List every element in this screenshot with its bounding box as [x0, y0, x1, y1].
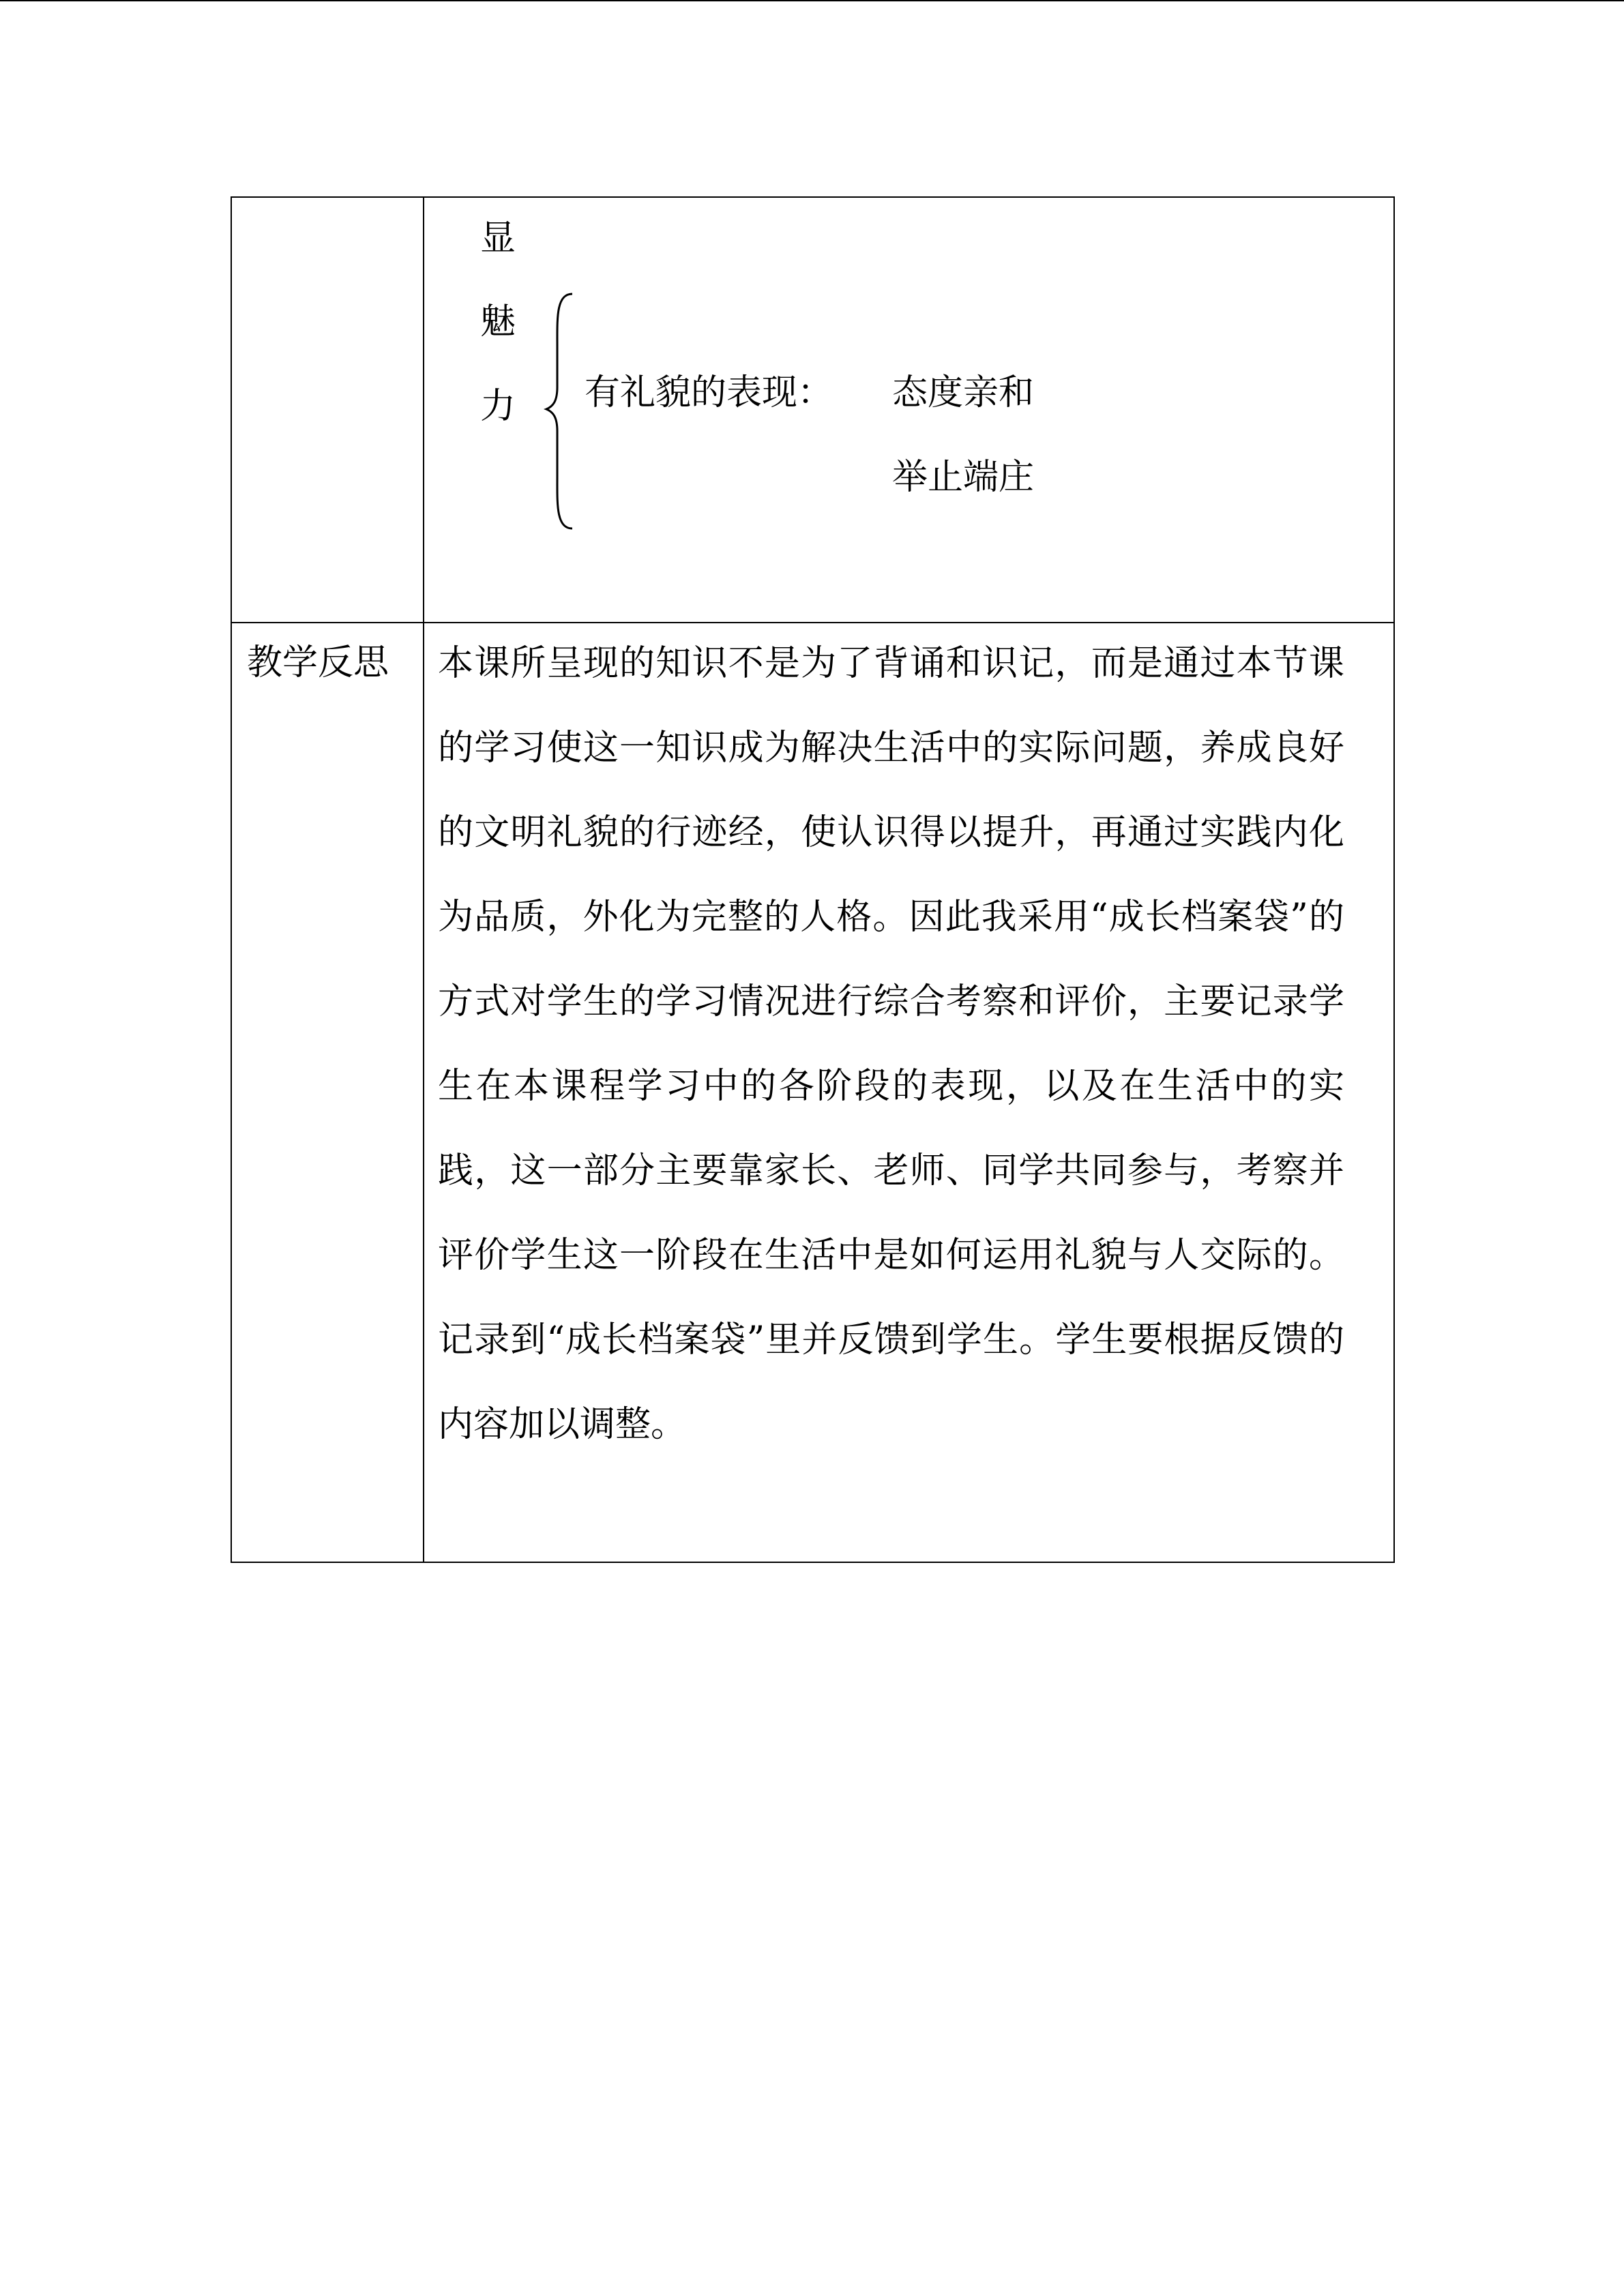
- reflection-content-cell: [424, 623, 1394, 1562]
- table-row: [231, 623, 1394, 1562]
- summary-cell: [424, 197, 1394, 623]
- section-title-char: 显: [480, 218, 516, 259]
- polite-performance-item: 举止端庄: [892, 457, 1035, 498]
- page-top-border: [0, 0, 1624, 1]
- table-row: [231, 197, 1394, 623]
- reflection-label: 教学反思: [247, 642, 389, 683]
- empty-label-cell: [231, 197, 424, 623]
- polite-performance-label: 有礼貌的表现：: [585, 372, 833, 413]
- reflection-text: 本课所呈现的知识不是为了背诵和识记，而是通过本节课的学习使这一知识成为解决生活中的实际问题，养成良好的文明礼貌的行迹经，使认识得以提升，再通过实践内化为品质，外化为完整的人格。因此我采用“成长档案袋”的方式对学生的学习情况进行综合考察和评价，主要记录学生在本课程学习中的各阶段的表现，以及在生活中的实践，这一部分主要靠家长、老师、同学共同参与，考察并评价学生这一阶段在生活中是如何运用礼貌与人交际的。记录到“成长档案袋”里并反馈到学生。学生要根据反馈的内容加以调整。: [438, 643, 1344, 1445]
- section-title-char: 魅: [480, 301, 516, 342]
- section-title-char: 力: [480, 386, 516, 427]
- reflection-label-cell: [231, 623, 424, 1562]
- left-brace-icon: [544, 292, 578, 531]
- polite-performance-item: 态度亲和: [892, 372, 1035, 413]
- lesson-plan-table: [231, 196, 1395, 1563]
